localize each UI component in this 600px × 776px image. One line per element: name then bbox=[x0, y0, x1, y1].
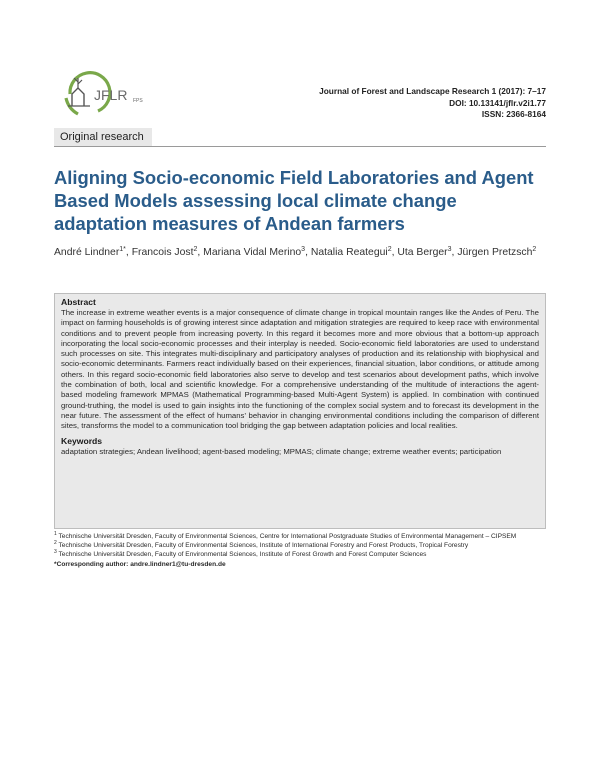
author-name: Mariana Vidal Merino bbox=[203, 247, 302, 258]
corresponding-author[interactable]: *Corresponding author: andre.lindner1@tu-dresden.de bbox=[54, 560, 226, 568]
footnote-mark: 1 bbox=[54, 531, 57, 537]
journal-issn: ISSN: 2366-8164 bbox=[481, 109, 546, 119]
journal-doi[interactable]: DOI: 10.13141/jflr.v2i1.77 bbox=[449, 97, 546, 108]
footnote bbox=[54, 550, 546, 559]
jflr-logo-icon bbox=[56, 64, 162, 120]
keywords-heading: Keywords bbox=[61, 435, 103, 446]
affiliation-footnotes bbox=[54, 532, 546, 569]
footnote-text: Technische Universität Dresden, Faculty of Environmental Sciences, Institute of Forest Growth and Forest Computer Sciences bbox=[58, 551, 427, 559]
footnote bbox=[54, 541, 546, 550]
footnote-text: Technische Universität Dresden, Faculty of Environmental Sciences, Centre for International Postgraduate Studies of Environmental Management – CIPSEM bbox=[58, 533, 517, 540]
footnote-text: Technische Universität Dresden, Faculty of Environmental Sciences, Institute of International Forestry and Forest Products, Tropical Forestry bbox=[58, 542, 469, 550]
author-affiliation-mark: 2 bbox=[532, 246, 537, 253]
logo-text: JFLR bbox=[94, 87, 128, 103]
footnote bbox=[54, 532, 546, 541]
author-name: Natalia Reategui bbox=[310, 247, 388, 258]
author-affiliation-mark: 1* bbox=[119, 246, 126, 253]
keywords-text: adaptation strategies; Andean livelihood; agent-based modeling; MPMAS; climate change; extreme weather events; participation bbox=[61, 446, 502, 456]
footnote-mark: 2 bbox=[54, 540, 57, 547]
author-name: André Lindner bbox=[54, 247, 120, 258]
logo-subtext: FPS bbox=[133, 98, 143, 104]
author-affiliation-mark: 2 bbox=[193, 246, 198, 253]
footnote-mark: 3 bbox=[54, 549, 57, 556]
article-category: Original research bbox=[54, 128, 152, 146]
author-separator: , bbox=[125, 247, 132, 258]
abstract-heading: Abstract bbox=[61, 297, 96, 307]
author-affiliation-mark: 3 bbox=[447, 246, 452, 253]
author-name: Francois Jost bbox=[131, 247, 194, 258]
author-name: Jürgen Pretzsch bbox=[457, 247, 533, 258]
author-affiliation-mark: 3 bbox=[301, 246, 306, 253]
abstract-box bbox=[54, 293, 546, 529]
journal-info bbox=[319, 86, 546, 121]
journal-logo bbox=[56, 64, 162, 120]
author-name: Uta Berger bbox=[397, 247, 448, 258]
author-separator: , bbox=[451, 247, 458, 258]
author-separator: , bbox=[197, 247, 204, 258]
abstract-text: The increase in extreme weather events is a major consequence of climate change in tropical mountain ranges like the Andes of Peru. The impact on farming households is of growing interest since adaptation and mitigation strategies are required to keep race with environmental conditions and to prevent people from increasing poverty. In this regard it becomes more and more obvious that a bottom-up approach incorporating the local socio-economic processes and their interplay is needed. Socio-economic field laboratories are used to understand such processes on site. This integrates multi-disciplinary and participatory analyses of production and its relationship with biophysical and socio-economic determinants. Farmers react individually based on their experiences, financial situation, labor conditions, or attitude among others. In this regard socio-economic field laboratories also serve to develop and test scenarios about development paths, which involve the combination of both, local and scientific knowledge. For a comprehensive understanding of the multitude of interactions the agent-based modeling framework MPMAS (Mathematical Programming-based Multi-Agent System) is applied. In combination with continued ground-truthing, the model is used to gain insights into the functioning of the complex social system and to forecast its development in the near future. The assessment of the effect of humans’ behavior in changing environmental conditions including the comparison of different sites, transforms the model to a communication tool bridging the gap between adaptation policies and local realities. bbox=[61, 308, 539, 431]
paper-title: Aligning Socio-economic Field Laboratories and Agent Based Models assessing local climate change adaptation measures of Andean farmers bbox=[54, 167, 534, 234]
author-affiliation-mark: 2 bbox=[387, 246, 392, 253]
author-separator: , bbox=[391, 247, 398, 258]
category-divider bbox=[54, 146, 546, 147]
journal-name: Journal of Forest and Landscape Research 1 (2017): 7–17 bbox=[319, 86, 546, 96]
author-separator: , bbox=[305, 247, 311, 258]
author-list bbox=[54, 245, 549, 261]
